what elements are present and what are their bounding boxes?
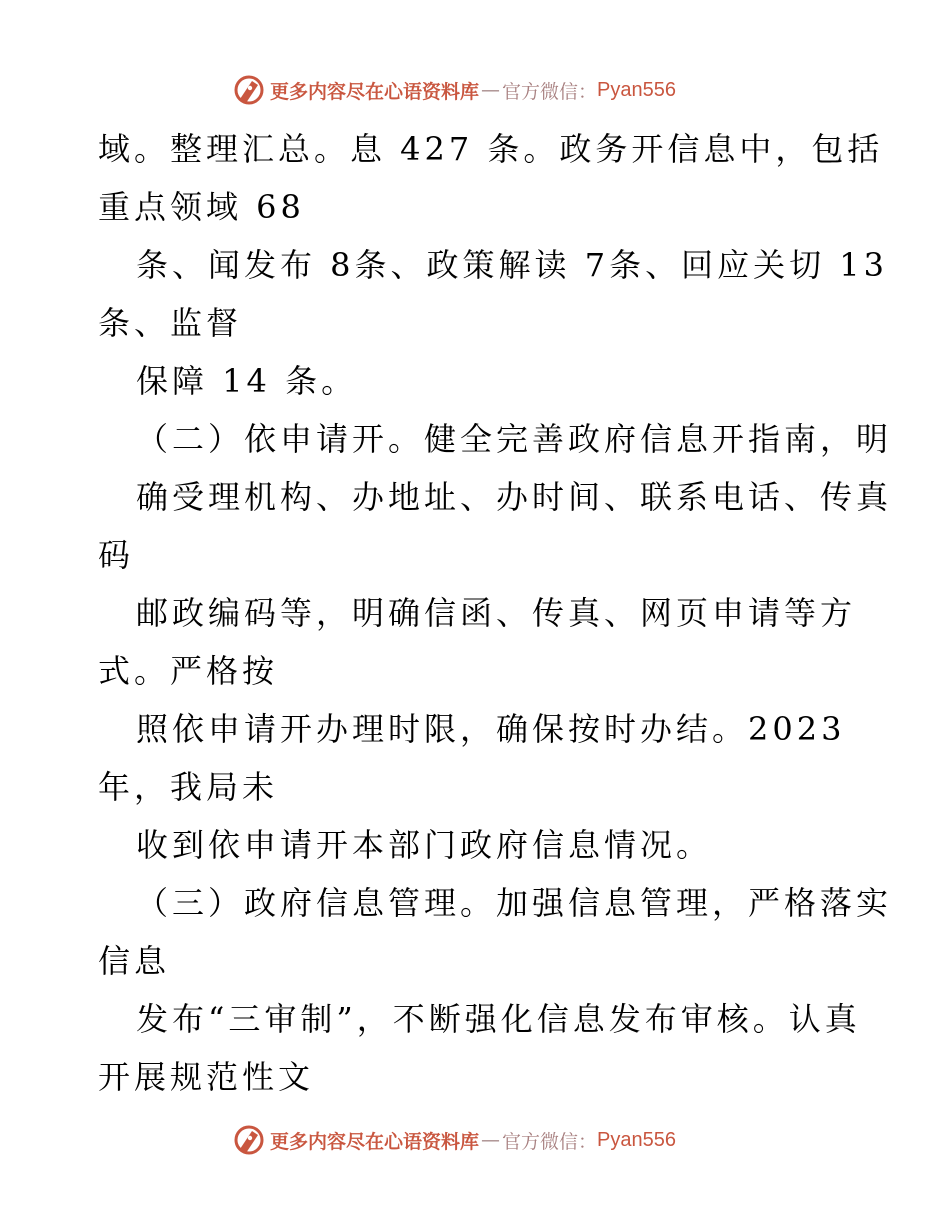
text-line: 条、闻发布 8条、政策解读 7条、回应关切 13 bbox=[136, 246, 888, 284]
text-line: 码 bbox=[98, 536, 135, 574]
text-line: 确受理机构、办地址、办时间、联系电话、传真 bbox=[136, 478, 893, 516]
text-line: （三）政府信息管理。加强信息管理，严格落实 bbox=[136, 884, 893, 922]
footer-banner bbox=[0, 1120, 950, 1160]
banner-separator: — bbox=[481, 1129, 501, 1151]
pen-nib-logo-icon bbox=[232, 1123, 266, 1157]
banner-wechat-label: 官方微信： bbox=[502, 1130, 598, 1153]
banner-wechat-id: Pyan556 bbox=[597, 78, 676, 101]
text-line: 条、监督 bbox=[98, 304, 243, 342]
text-line: 收到依申请开本部门政府信息情况。 bbox=[136, 826, 713, 864]
text-line: 照依申请开办理时限，确保按时办结。2023 bbox=[136, 710, 846, 748]
banner-brand-text: 更多内容尽在心语资料库 bbox=[270, 1130, 480, 1153]
pen-nib-logo-icon bbox=[232, 73, 266, 107]
text-line: 保障 14 条。 bbox=[136, 362, 358, 400]
document-body bbox=[98, 120, 893, 1106]
text-line: 年，我局未 bbox=[98, 768, 279, 806]
text-line: 邮政编码等，明确信函、传真、网页申请等方 bbox=[136, 594, 857, 632]
banner-separator: — bbox=[481, 79, 501, 101]
text-line: （二）依申请开。健全完善政府信息开指南，明 bbox=[136, 420, 893, 458]
text-line: 式。严格按 bbox=[98, 652, 279, 690]
text-line: 信息 bbox=[98, 942, 171, 980]
banner-wechat-id: Pyan556 bbox=[597, 1128, 676, 1151]
text-line: 域。整理汇总。息 427 条。政务开信息中，包括 bbox=[98, 130, 884, 168]
header-banner bbox=[0, 70, 950, 110]
text-line: 重点领域 68 bbox=[98, 188, 305, 226]
banner-brand-text: 更多内容尽在心语资料库 bbox=[270, 80, 480, 103]
text-line: 发布“三审制”，不断强化信息发布审核。认真 bbox=[136, 1000, 861, 1038]
text-line: 开展规范性文 bbox=[98, 1058, 315, 1096]
banner-wechat-label: 官方微信： bbox=[502, 80, 598, 103]
